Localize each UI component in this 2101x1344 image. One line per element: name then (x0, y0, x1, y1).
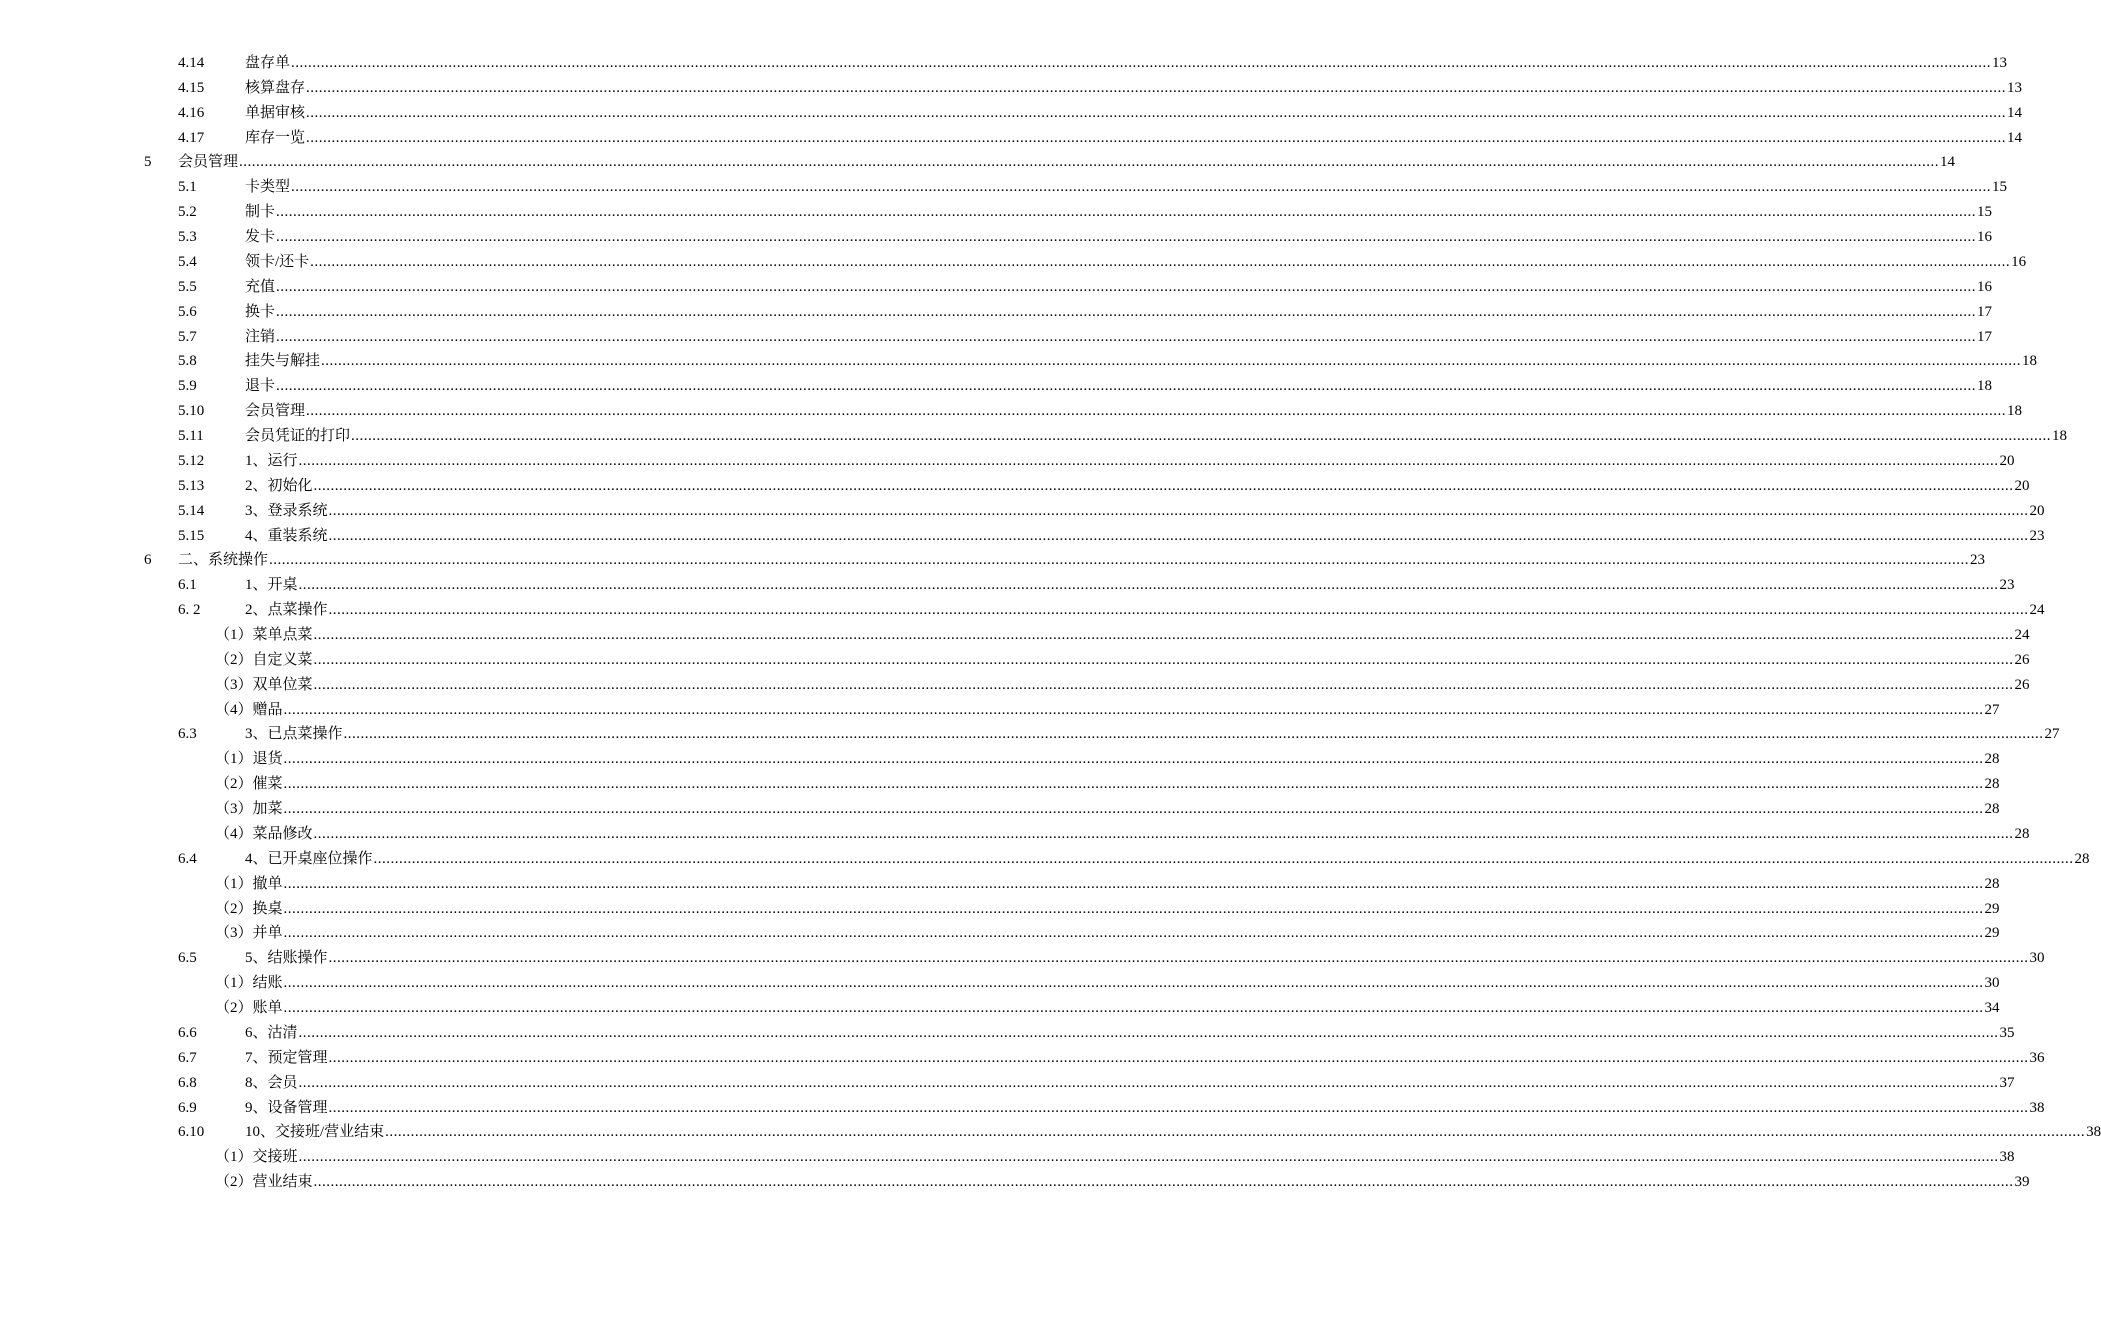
toc-entry-page-number: 18 (2052, 428, 2068, 445)
toc-entry-page-number: 13 (1992, 55, 2008, 71)
toc-entry-number: 6.4 (178, 850, 197, 867)
toc-entry-title: 10、交接班/营业结束 (245, 1124, 385, 1141)
toc-entry-page-number: 37 (1999, 1074, 2015, 1091)
dot-leader: ................................................................................................................................................................................................................................................................................................................................................................................................................ (298, 452, 1999, 469)
toc-entry-page-number: 20 (2014, 477, 2030, 494)
toc-entry-page-number: 18 (2022, 353, 2038, 370)
toc-entry-number: 5.11 (178, 428, 204, 445)
dot-leader: ................................................................................................................................................................................................................................................................................................................................................................................................................ (343, 726, 2044, 743)
toc-entry-page-number: 38 (2029, 1099, 2045, 1116)
toc-entry-title: 领卡/还卡 (245, 253, 310, 270)
dot-leader: ................................................................................................................................................................................................................................................................................................................................................................................................................ (276, 303, 1977, 320)
toc-entry-title: 6、沽清 (245, 1024, 298, 1041)
toc-entry-title: （2）催菜 (215, 776, 283, 793)
toc-entry-title: 2、初始化 (245, 477, 313, 494)
dot-leader: ................................................................................................................................................................................................................................................................................................................................................................................................................ (298, 1074, 1999, 1091)
toc-entry[interactable] (0, 848, 2090, 870)
toc-entry-title: 会员管理 (178, 154, 239, 171)
toc-entry[interactable] (0, 599, 2045, 621)
toc-entry-title: （4）赠品 (215, 701, 283, 718)
toc-entry-number: 5.7 (178, 328, 197, 345)
toc-entry-title: （2）营业结束 (215, 1174, 313, 1191)
toc-entry-page-number: 38 (1999, 1149, 2015, 1166)
toc-entry-title: 4、重装系统 (245, 527, 328, 544)
toc-entry[interactable] (0, 1097, 2045, 1119)
toc-entry[interactable] (0, 151, 1956, 173)
toc-entry-page-number: 17 (1977, 328, 1993, 345)
toc-entry[interactable] (0, 375, 1993, 397)
dot-leader: ................................................................................................................................................................................................................................................................................................................................................................................................................ (306, 79, 2007, 96)
toc-entry-page-number: 23 (1970, 552, 1986, 569)
toc-entry[interactable] (0, 922, 2000, 944)
toc-entry-title: 8、会员 (245, 1074, 298, 1091)
toc-entry-title: 库存一览 (245, 129, 306, 146)
toc-entry[interactable] (0, 1047, 2045, 1069)
dot-leader: ................................................................................................................................................................................................................................................................................................................................................................................................................ (283, 1000, 1984, 1017)
toc-entry[interactable] (0, 972, 2000, 994)
toc-entry-title: 制卡 (245, 204, 276, 221)
toc-entry[interactable] (0, 549, 1986, 571)
dot-leader: ................................................................................................................................................................................................................................................................................................................................................................................................................ (313, 825, 2014, 842)
toc-entry[interactable] (0, 823, 2030, 845)
toc-entry-page-number: 38 (2086, 1124, 2101, 1141)
toc-entry-number: 6.10 (178, 1124, 205, 1141)
dot-leader: ................................................................................................................................................................................................................................................................................................................................................................................................................ (269, 552, 1970, 569)
toc-entry[interactable] (0, 425, 2068, 447)
toc-entry-page-number: 20 (2029, 502, 2045, 519)
toc-entry[interactable] (0, 1121, 2101, 1143)
toc-entry-title: （1）菜单点菜 (215, 627, 313, 643)
toc-entry-number: 5.10 (178, 403, 205, 420)
toc-entry-title: 注销 (245, 328, 276, 345)
toc-entry-page-number: 28 (1984, 776, 2000, 793)
dot-leader: ................................................................................................................................................................................................................................................................................................................................................................................................................ (276, 204, 1977, 221)
toc-entry-title: 退卡 (245, 378, 276, 395)
dot-leader: ................................................................................................................................................................................................................................................................................................................................................................................................................ (328, 602, 2029, 619)
toc-entry-number: 4.17 (178, 129, 205, 146)
toc-entry[interactable] (0, 276, 1993, 298)
toc-entry-title: （2）换桌 (215, 900, 283, 917)
dot-leader: ................................................................................................................................................................................................................................................................................................................................................................................................................ (283, 975, 1984, 992)
toc-entry-title: 卡类型 (245, 179, 291, 196)
toc-entry[interactable] (0, 326, 1993, 348)
dot-leader: ................................................................................................................................................................................................................................................................................................................................................................................................................ (373, 850, 2074, 867)
dot-leader: ................................................................................................................................................................................................................................................................................................................................................................................................................ (291, 179, 1992, 196)
toc-entry-number: 4.14 (178, 55, 205, 71)
toc-entry-page-number: 15 (1977, 204, 1993, 221)
toc-entry-page-number: 26 (2014, 651, 2030, 668)
dot-leader: ................................................................................................................................................................................................................................................................................................................................................................................................................ (283, 701, 1984, 718)
toc-entry[interactable] (0, 1072, 2015, 1094)
toc-entry[interactable] (0, 400, 2023, 422)
toc-entry-title: 充值 (245, 278, 276, 295)
toc-entry-title: 核算盘存 (245, 79, 306, 96)
dot-leader: ................................................................................................................................................................................................................................................................................................................................................................................................................ (283, 776, 1984, 793)
toc-entry-number: 5.8 (178, 353, 197, 370)
toc-entry-page-number: 16 (1977, 229, 1993, 246)
toc-entry-title: （1）交接班 (215, 1149, 298, 1166)
toc-entry[interactable] (0, 947, 2045, 969)
toc-entry-number: 6. 2 (178, 602, 201, 619)
toc-entry[interactable] (0, 1171, 2030, 1193)
dot-leader: ................................................................................................................................................................................................................................................................................................................................................................................................................ (298, 577, 1999, 594)
toc-entry-page-number: 39 (2014, 1174, 2030, 1191)
dot-leader: ................................................................................................................................................................................................................................................................................................................................................................................................................ (283, 751, 1984, 768)
toc-entry-title: 2、点菜操作 (245, 602, 328, 619)
toc-entry-number: 5.13 (178, 477, 205, 494)
toc-entry-page-number: 18 (1977, 378, 1993, 395)
toc-entry[interactable] (0, 798, 2000, 820)
dot-leader: ................................................................................................................................................................................................................................................................................................................................................................................................................ (276, 378, 1977, 395)
toc-entry[interactable] (0, 723, 2060, 745)
toc-entry-title: （2）账单 (215, 1000, 283, 1017)
toc-entry-page-number: 23 (2029, 527, 2045, 544)
toc-entry-page-number: 28 (1984, 801, 2000, 818)
dot-leader: ................................................................................................................................................................................................................................................................................................................................................................................................................ (313, 477, 2014, 494)
toc-entry-title: （4）菜品修改 (215, 825, 313, 842)
toc-entry-title: 1、开桌 (245, 577, 298, 594)
toc-entry-title: 发卡 (245, 229, 276, 246)
toc-entry-number: 4.16 (178, 104, 205, 121)
toc-entry-number: 5.2 (178, 204, 197, 221)
toc-entry-number: 5.5 (178, 278, 197, 295)
toc-entry[interactable] (0, 251, 2027, 273)
dot-leader: ................................................................................................................................................................................................................................................................................................................................................................................................................ (313, 627, 2014, 643)
toc-entry[interactable] (0, 624, 2030, 646)
toc-entry[interactable] (0, 773, 2000, 795)
dot-leader: ................................................................................................................................................................................................................................................................................................................................................................................................................ (283, 875, 1984, 892)
toc-entry[interactable] (0, 176, 2008, 198)
toc-entry-title: 会员管理 (245, 403, 306, 420)
toc-entry-page-number: 28 (2014, 825, 2030, 842)
dot-leader: ................................................................................................................................................................................................................................................................................................................................................................................................................ (298, 1149, 1999, 1166)
toc-entry[interactable] (0, 102, 2023, 124)
toc-entry-title: 4、已开桌座位操作 (245, 850, 373, 867)
toc-entry[interactable] (0, 500, 2045, 522)
toc-entry-number: 5.14 (178, 502, 205, 519)
toc-entry-title: 7、预定管理 (245, 1049, 328, 1066)
toc-entry[interactable] (0, 898, 2000, 920)
toc-entry-number: 5.9 (178, 378, 197, 395)
toc-entry-page-number: 28 (1984, 751, 2000, 768)
toc-entry[interactable] (0, 450, 2015, 472)
toc-entry-page-number: 16 (2011, 253, 2027, 270)
toc-entry-title: （2）自定义菜 (215, 651, 313, 668)
toc-entry[interactable] (0, 1146, 2015, 1168)
toc-entry[interactable] (0, 52, 2008, 74)
toc-entry-page-number: 34 (1984, 1000, 2000, 1017)
toc-entry-number: 6.1 (178, 577, 197, 594)
dot-leader: ................................................................................................................................................................................................................................................................................................................................................................................................................ (313, 676, 2014, 693)
toc-entry-page-number: 16 (1977, 278, 1993, 295)
toc-entry-number: 5.6 (178, 303, 197, 320)
toc-entry-page-number: 28 (1984, 875, 2000, 892)
toc-entry[interactable] (0, 475, 2030, 497)
toc-entry[interactable] (0, 201, 1993, 223)
dot-leader: ................................................................................................................................................................................................................................................................................................................................................................................................................ (291, 55, 1992, 71)
toc-entry[interactable] (0, 649, 2030, 671)
dot-leader: ................................................................................................................................................................................................................................................................................................................................................................................................................ (276, 328, 1977, 345)
toc-entry[interactable] (0, 1022, 2015, 1044)
toc-entry-title: 5、结账操作 (245, 950, 328, 967)
toc-entry[interactable] (0, 127, 2023, 149)
toc-entry-number: 6.7 (178, 1049, 197, 1066)
toc-entry-page-number: 17 (1977, 303, 1993, 320)
dot-leader: ................................................................................................................................................................................................................................................................................................................................................................................................................ (328, 1099, 2029, 1116)
toc-entry[interactable] (0, 674, 2030, 696)
toc-entry-page-number: 24 (2014, 627, 2030, 643)
toc-entry-number: 6.6 (178, 1024, 197, 1041)
toc-entry-page-number: 29 (1984, 925, 2000, 942)
toc-entry-page-number: 36 (2029, 1049, 2045, 1066)
toc-entry[interactable] (0, 350, 2038, 372)
dot-leader: ................................................................................................................................................................................................................................................................................................................................................................................................................ (313, 651, 2014, 668)
toc-entry-title: 3、登录系统 (245, 502, 328, 519)
dot-leader: ................................................................................................................................................................................................................................................................................................................................................................................................................ (239, 154, 1940, 171)
toc-entry-title: 3、已点菜操作 (245, 726, 343, 743)
toc-entry-page-number: 24 (2029, 602, 2045, 619)
dot-leader: ................................................................................................................................................................................................................................................................................................................................................................................................................ (298, 1024, 1999, 1041)
toc-entry-page-number: 27 (1984, 701, 2000, 718)
toc-entry-page-number: 18 (2007, 403, 2023, 420)
toc-entry-number: 5.12 (178, 452, 205, 469)
toc-entry[interactable] (0, 997, 2000, 1019)
dot-leader: ................................................................................................................................................................................................................................................................................................................................................................................................................ (328, 1049, 2029, 1066)
toc-entry-page-number: 29 (1984, 900, 2000, 917)
toc-entry-page-number: 20 (1999, 452, 2015, 469)
toc-entry-page-number: 14 (1940, 154, 1956, 171)
toc-entry-number: 6.8 (178, 1074, 197, 1091)
toc-entry-number: 6.5 (178, 950, 197, 967)
toc-entry[interactable] (0, 873, 2000, 895)
toc-entry-title: （3）加菜 (215, 801, 283, 818)
toc-entry-title: 1、运行 (245, 452, 298, 469)
dot-leader: ................................................................................................................................................................................................................................................................................................................................................................................................................ (313, 1174, 2014, 1191)
toc-entry-page-number: 14 (2007, 129, 2023, 146)
toc-entry-number: 5.15 (178, 527, 205, 544)
toc-entry-title: 换卡 (245, 303, 276, 320)
dot-leader: ................................................................................................................................................................................................................................................................................................................................................................................................................ (283, 900, 1984, 917)
toc-entry-title: 会员凭证的打印 (245, 428, 351, 445)
toc-entry-number: 5.4 (178, 253, 197, 270)
toc-entry-page-number: 30 (1984, 975, 2000, 992)
dot-leader: ................................................................................................................................................................................................................................................................................................................................................................................................................ (306, 129, 2007, 146)
toc-entry-title: 单据审核 (245, 104, 306, 121)
toc-entry[interactable] (0, 77, 2023, 99)
toc-entry-title: 挂失与解挂 (245, 353, 321, 370)
toc-entry-page-number: 23 (1999, 577, 2015, 594)
dot-leader: ................................................................................................................................................................................................................................................................................................................................................................................................................ (276, 278, 1977, 295)
toc-entry-page-number: 35 (1999, 1024, 2015, 1041)
toc-entry-title: （3）并单 (215, 925, 283, 942)
toc-entry-number: 6.9 (178, 1099, 197, 1116)
dot-leader: ................................................................................................................................................................................................................................................................................................................................................................................................................ (283, 925, 1984, 942)
toc-entry-number: 5.1 (178, 179, 197, 196)
toc-entry-page-number: 27 (2044, 726, 2060, 743)
toc-entry-number: 5.3 (178, 229, 197, 246)
toc-entry-page-number: 30 (2029, 950, 2045, 967)
dot-leader: ................................................................................................................................................................................................................................................................................................................................................................................................................ (306, 104, 2007, 121)
toc-entry-page-number: 28 (2074, 850, 2090, 867)
toc-entry-page-number: 15 (1992, 179, 2008, 196)
toc-entry-title: 二、系统操作 (178, 552, 269, 569)
dot-leader: ................................................................................................................................................................................................................................................................................................................................................................................................................ (328, 527, 2029, 544)
dot-leader: ................................................................................................................................................................................................................................................................................................................................................................................................................ (385, 1124, 2086, 1141)
toc-entry-number: 6.3 (178, 726, 197, 743)
toc-entry[interactable] (0, 574, 2015, 596)
toc-entry-title: 盘存单 (245, 55, 291, 71)
toc-entry[interactable] (0, 748, 2000, 770)
dot-leader: ................................................................................................................................................................................................................................................................................................................................................................................................................ (351, 428, 2052, 445)
toc-entry[interactable] (0, 301, 1993, 323)
toc-entry-title: 9、设备管理 (245, 1099, 328, 1116)
toc-entry-page-number: 14 (2007, 104, 2023, 121)
toc-entry-title: （1）退货 (215, 751, 283, 768)
toc-entry-title: （1）撤单 (215, 875, 283, 892)
toc-entry-page-number: 13 (2007, 79, 2023, 96)
toc-entry[interactable] (0, 699, 2000, 721)
toc-entry-page-number: 26 (2014, 676, 2030, 693)
toc-entry[interactable] (0, 226, 1993, 248)
dot-leader: ................................................................................................................................................................................................................................................................................................................................................................................................................ (276, 229, 1977, 246)
toc-entry-number: 4.15 (178, 79, 205, 96)
toc-entry-title: （3）双单位菜 (215, 676, 313, 693)
dot-leader: ................................................................................................................................................................................................................................................................................................................................................................................................................ (321, 353, 2022, 370)
toc-entry-number: 5 (144, 154, 152, 171)
dot-leader: ................................................................................................................................................................................................................................................................................................................................................................................................................ (283, 801, 1984, 818)
dot-leader: ................................................................................................................................................................................................................................................................................................................................................................................................................ (328, 950, 2029, 967)
toc-entry-number: 6 (144, 552, 152, 569)
dot-leader: ................................................................................................................................................................................................................................................................................................................................................................................................................ (328, 502, 2029, 519)
dot-leader: ................................................................................................................................................................................................................................................................................................................................................................................................................ (306, 403, 2007, 420)
toc-entry[interactable] (0, 525, 2045, 547)
toc-entry-title: （1）结账 (215, 975, 283, 992)
dot-leader: ................................................................................................................................................................................................................................................................................................................................................................................................................ (310, 253, 2011, 270)
